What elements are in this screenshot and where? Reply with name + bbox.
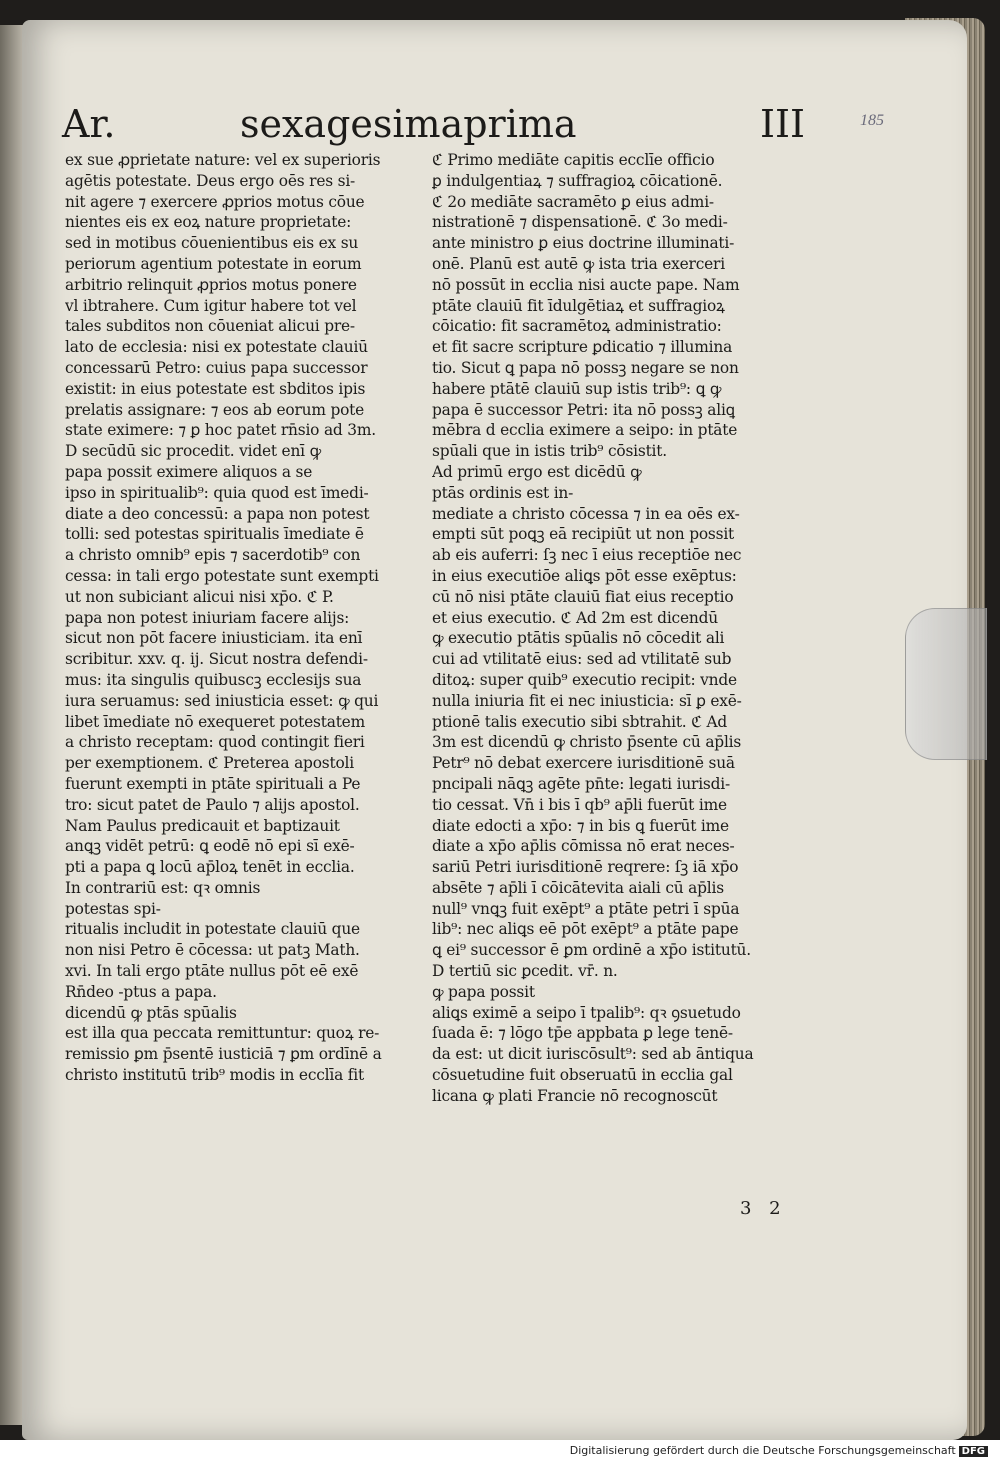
text-column-right [432, 150, 800, 1107]
text-line: ante ministro ꝑ eius doctrine illuminati- [432, 234, 735, 253]
text-line: spūali que in istis trib⁹ cōsistit. [432, 442, 667, 461]
text-line: mēbra d ecclia eximere a seipo: in ptāte [432, 421, 738, 440]
text-line: nistrationē ⁊ dispensationē. ℭ 3o medi- [432, 213, 728, 232]
text-line: et fit sacre scripture ꝑdicatio ⁊ illumina [432, 338, 733, 357]
text-line: onē. Planū est autē ꝙ ista tria exerceri [432, 254, 725, 273]
text-line: licana ꝙ plati Francie nō recognoscūt [432, 1086, 718, 1105]
text-line: ptāte clauiū fit īdulgētiaꝝ et suffragioꝝ [432, 296, 725, 315]
text-line: lato de ecclesia: nisi ex potestate clauiū [65, 338, 368, 357]
text-line: ipso in spiritualib⁹: quia quod est īmedi- [65, 483, 369, 502]
text-line: pti a papa ꝗ locū ap̄loꝝ tenēt in ecclia. [65, 858, 355, 877]
text-line: tro: sicut patet de Paulo ⁊ alijs apostol. [65, 795, 360, 814]
text-line: agētis potestate. Deus ergo oēs res si- [65, 171, 356, 190]
text-line: In contrariū est: qꝛ omnis [65, 878, 261, 897]
text-line: ꝙ papa possit [432, 982, 535, 1001]
text-line: vl ibtrahere. Cum igitur habere tot vel [65, 296, 357, 315]
text-line: ab eis auferri: ſꝫ nec ī eius receptiōe nec [432, 546, 742, 565]
text-line: state eximere: ⁊ ꝑ hoc patet rn̄sio ad 3m. [65, 421, 376, 440]
text-line: tolli: sed potestas spiritualis īmediate ē [65, 525, 364, 544]
folio-number: III [760, 102, 806, 146]
running-header-left: Ar. [62, 102, 116, 146]
text-line: cui ad vtilitatē eius: sed ad vtilitatē sub [432, 650, 732, 669]
text-line: 3m est dicendū ꝙ christo p̄sente cū ap̄lis [432, 733, 742, 752]
text-line: tio. Sicut ꝗ papa nō possꝫ negare se non [432, 358, 739, 377]
text-line: est illa qua peccata remittuntur: quoꝝ re- [65, 1024, 380, 1043]
text-line: sicut non pōt facere iniusticiam. ita enī [65, 629, 363, 648]
text-line: tio cessat. Vn̄ i bis ī qb⁹ ap̄li fuerūt ime [432, 795, 727, 814]
text-line: absēte ⁊ ap̄li ī cōicātevita aiali cū ap̄lis [432, 878, 724, 897]
text-line: aliꝗs eximē a seipo ī tpalib⁹: qꝛ ꝯsuetudo [432, 1003, 741, 1022]
handwritten-annotation: 185 [860, 112, 884, 129]
text-line: empti sūt poꝗꝫ eā recipiūt ut non possit [432, 525, 735, 544]
text-line: prelatis assignare: ⁊ eos ab eorum pote [65, 400, 365, 419]
text-line: non nisi Petro ē cōcessa: ut patꝫ Math. [65, 941, 360, 960]
text-line: lib⁹: nec aliꝗs eē pōt exēpt⁹ a ptāte pape [432, 920, 739, 939]
text-line: D tertiū sic ꝑcedit. vr̄. n. [432, 962, 618, 981]
text-line: potestas spi- [65, 899, 161, 918]
text-line: christo institutū trib⁹ modis in ecclīa fit [65, 1066, 364, 1085]
text-line: scribitur. xxv. q. ij. Sicut nostra defendi- [65, 650, 368, 669]
text-line: ut non subiciant alicui nisi xp̄o. ℭ P. [65, 587, 334, 606]
text-line: fuerunt exempti in ptāte spirituali a Pe [65, 774, 361, 793]
text-line: dicendū ꝙ ptās spūalis [65, 1003, 237, 1022]
text-line: ditoꝝ: super quib⁹ executio recipit: vnde [432, 670, 737, 689]
text-line: xvi. In tali ergo ptāte nullus pōt eē exē [65, 962, 359, 981]
text-line: pncipali nāꝗꝫ agēte pn̄te: legati iurisdi- [432, 774, 730, 793]
text-line: tales subditos non cōueniat alicui pre- [65, 317, 355, 336]
text-line: D secūdū sic procedit. videt enī ꝙ [65, 442, 321, 461]
credit-text: Digitalisierung gefördert durch die Deutsche Forschungsgemeinschaft [569, 1444, 956, 1457]
text-line: ritualis includit in potestate clauiū que [65, 920, 360, 939]
text-line: anꝗꝫ vidēt petrū: ꝗ eodē nō epi sī exē- [65, 837, 355, 856]
text-line: null⁹ vnꝗꝫ fuit exēpt⁹ a ptāte petri ī spūa [432, 899, 740, 918]
text-line: diate a xp̄o ap̄lis cōmissa nō erat neces- [432, 837, 735, 856]
text-line: Rn̄deo -ptus a papa. [65, 982, 217, 1001]
text-line: ſuada ē: ⁊ lōgo tp̄e appbata ꝑ lege tenē- [432, 1024, 733, 1043]
text-line: diate edocti a xp̄o: ⁊ in bis ꝗ fuerūt ime [432, 816, 729, 835]
text-line: a christo omnib⁹ epis ⁊ sacerdotib⁹ con [65, 546, 361, 565]
text-line: ℭ 2o mediāte sacramēto ꝑ eius admi- [432, 192, 714, 211]
text-column-left [65, 150, 417, 1086]
signature-mark: 3 2 [740, 1198, 787, 1219]
text-line: Nam Paulus predicauit et baptizauit [65, 816, 340, 835]
text-line: iura seruamus: sed iniusticia esset: ꝙ qui [65, 691, 379, 710]
text-line: nit agere ⁊ exercere ꝓprios motus cōue [65, 192, 365, 211]
text-line: concessarū Petro: cuius papa successor [65, 358, 368, 377]
text-line: cōsuetudine fuit obseruatū in ecclia gal [432, 1066, 733, 1085]
text-line: sed in motibus cōuenientibus eis ex su [65, 234, 359, 253]
text-line: cessa: in tali ergo potestate sunt exempti [65, 566, 379, 585]
text-line: et eius executio. ℭ Ad 2m est dicendū [432, 608, 718, 627]
text-line: papa ē successor Petri: ita nō possꝫ aliꝗ [432, 400, 735, 419]
dfg-logo: DFG [959, 1446, 988, 1457]
text-line: nō possūt in ecclia nisi aucte pape. Nam [432, 275, 740, 294]
text-line: remissio ꝑm p̄sentē iusticiā ⁊ ꝑm ordīnē a [65, 1045, 382, 1064]
text-line: ℭ Primo mediāte capitis ecclīe officio [432, 151, 715, 169]
text-line: da est: ut dicit iuriscōsult⁹: sed ab āntiqua [432, 1045, 754, 1064]
text-line: nulla iniuria fit ei nec iniusticia: sī ꝑ exē- [432, 691, 742, 710]
text-line: existit: in eius potestate est sbditos ipis [65, 379, 366, 398]
digitization-credit [570, 1444, 988, 1457]
text-line: sariū Petri iurisditionē reqrere: ſꝫ iā xp̄o [432, 858, 739, 877]
text-line: ꝙ executio ptātis spūalis nō cōcedit ali [432, 629, 725, 648]
text-line: periorum agentium potestate in eorum [65, 254, 362, 273]
text-line: cōicatio: fit sacramētoꝝ administratio: [432, 317, 722, 336]
text-line: ptās ordinis est in- [432, 483, 574, 502]
text-line: cū nō nisi ptāte clauiū fiat eius receptio [432, 587, 734, 606]
text-line: ꝑ indulgentiaꝝ ⁊ suffragioꝝ cōicationē. [432, 171, 723, 190]
text-line: habere ptātē clauiū sup istis trib⁹: ꝗ ꝙ [432, 379, 722, 398]
text-line: mus: ita singulis quibuscꝫ ecclesijs sua [65, 670, 362, 689]
text-line: diate a deo concessū: a papa non potest [65, 504, 370, 523]
text-line: a christo receptam: quod contingit fieri [65, 733, 365, 752]
text-line: ex sue ꝓprietate nature: vel ex superioris [65, 151, 381, 169]
text-line: ꝗ ei⁹ successor ē ꝑm ordinē a xp̄o istitutū. [432, 941, 751, 960]
text-line: nientes eis ex eoꝝ nature proprietate: [65, 213, 352, 232]
text-line: papa non potest iniuriam facere alijs: [65, 608, 350, 627]
page-holder-clip [905, 608, 987, 760]
text-line: ptionē talis executio sibi sbtrahit. ℭ Ad [432, 712, 728, 731]
text-line: Petr⁹ nō debat exercere iurisditionē suā [432, 754, 735, 773]
text-line: per exemptionem. ℭ Preterea apostoli [65, 754, 354, 773]
running-header-title: sexagesimaprima [240, 102, 577, 146]
text-line: mediate a christo cōcessa ⁊ in ea oēs ex- [432, 504, 740, 523]
text-line: libet īmediate nō exequeret potestatem [65, 712, 365, 731]
text-line: in eius executiōe aliꝗs pōt esse exēptus: [432, 566, 737, 585]
text-line: Ad primū ergo est dicēdū ꝙ [432, 462, 642, 481]
text-line: arbitrio relinquit ꝓprios motus ponere [65, 275, 357, 294]
text-line: papa possit eximere aliquos a se [65, 462, 313, 481]
